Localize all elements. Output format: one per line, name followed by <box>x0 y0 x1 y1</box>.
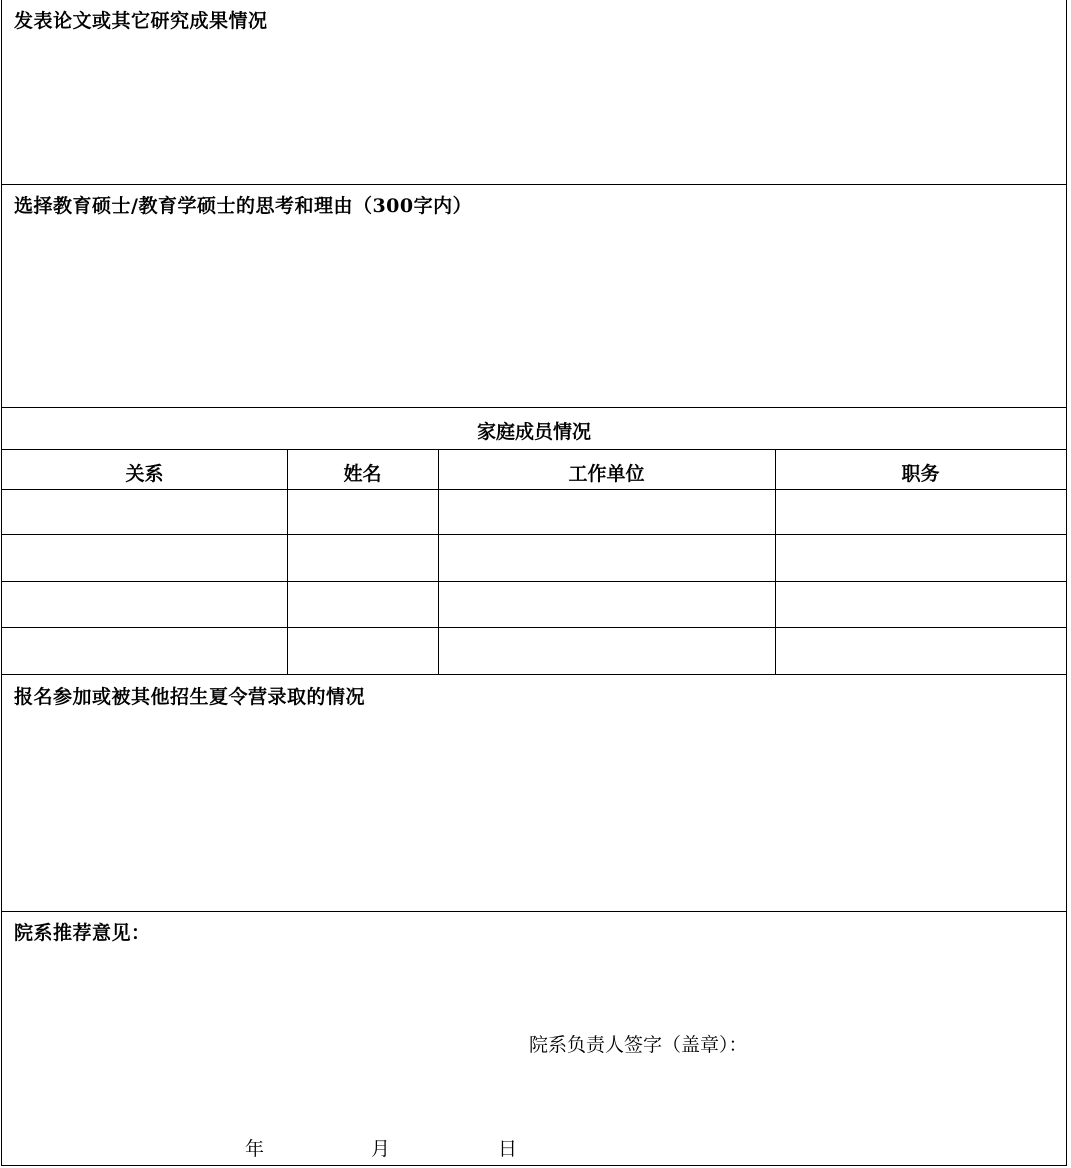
date-month: 月 <box>371 1138 391 1160</box>
header-name: 姓名 <box>343 463 382 485</box>
signature-label: 院系负责人签字（盖章）： <box>529 1034 748 1056</box>
header-position: 职务 <box>901 463 940 485</box>
header-relation: 关系 <box>125 463 164 485</box>
table-row <box>2 627 1066 628</box>
table-row <box>2 534 1066 535</box>
table-column-divider <box>775 449 776 674</box>
table-row <box>2 489 1066 490</box>
application-form <box>1 0 1067 1166</box>
header-workplace: 工作单位 <box>568 463 645 485</box>
publications-label: 发表论文或其它研究成果情况 <box>14 10 268 32</box>
date-year: 年 <box>245 1138 265 1160</box>
date-day: 日 <box>498 1138 518 1160</box>
summer-camp-label: 报名参加或被其他招生夏令营录取的情况 <box>14 686 366 708</box>
recommendation-label: 院系推荐意见： <box>14 922 151 944</box>
table-column-divider <box>438 449 439 674</box>
divider <box>2 407 1066 408</box>
table-column-divider <box>287 449 288 674</box>
family-title: 家庭成员情况 <box>476 421 591 443</box>
table-row <box>2 674 1066 675</box>
divider <box>2 911 1066 912</box>
reason-label: 选择教育硕士/教育学硕士的思考和理由（300字内） <box>14 195 473 217</box>
table-row <box>2 581 1066 582</box>
divider <box>2 184 1066 185</box>
divider <box>2 449 1066 450</box>
